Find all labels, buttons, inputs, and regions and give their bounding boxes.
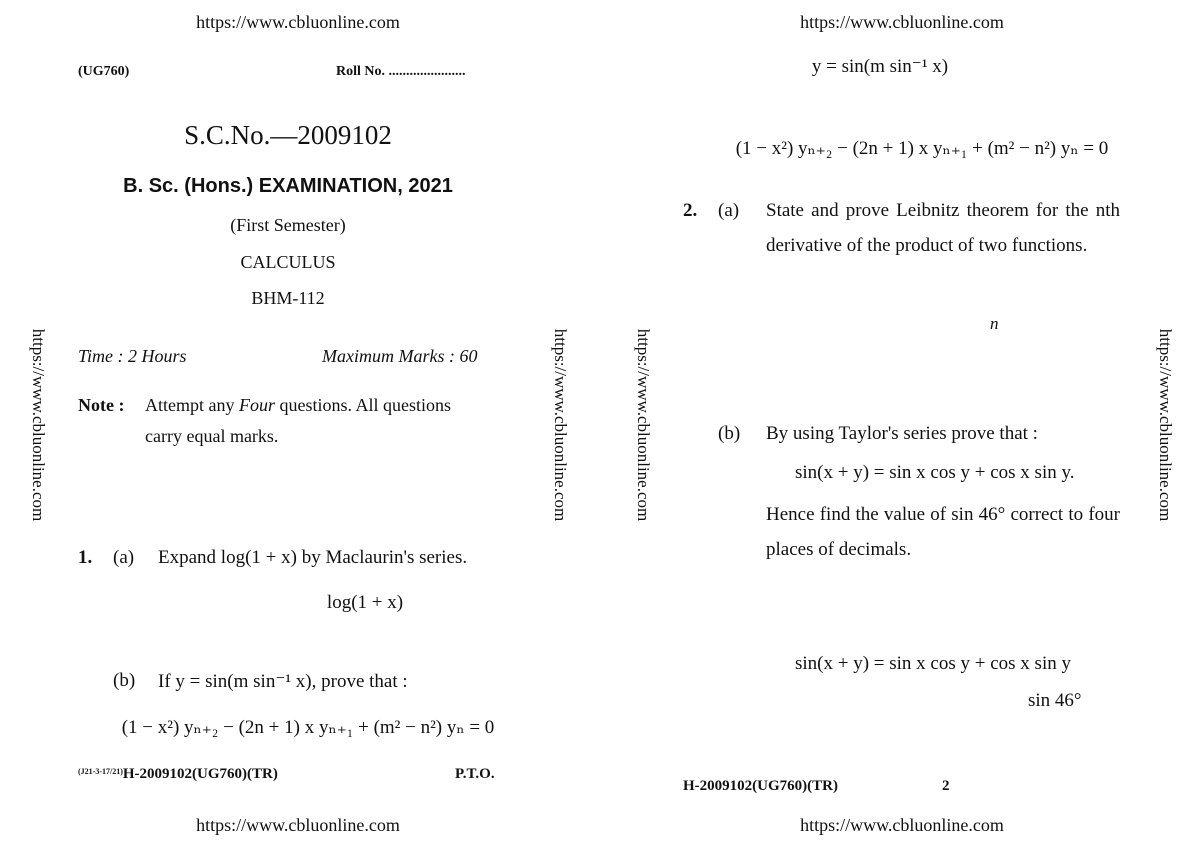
recurrence-formula: (1 − x²) yₙ₊₂ − (2n + 1) x yₙ₊₁ + (m² − n²) yₙ = 0 [735,138,1109,159]
q2b-text: By using Taylor's series prove that : [766,423,1038,444]
q1a-formula: log(1 + x) [326,592,404,613]
course-code: BHM-112 [251,288,325,308]
sc-number: S.C.No.—2009102 [184,120,392,150]
q1a-label: (a) [113,547,135,568]
q2b-label: (b) [718,423,741,444]
semester: (First Semester) [230,215,346,235]
side-url-center-right: https://www.cbluonline.com [634,328,653,522]
footer-url-right: https://www.cbluonline.com [800,815,1004,835]
top-formula: y = sin(m sin⁻¹ x) [811,56,949,77]
q1b-label: (b) [113,670,136,691]
note-line-1: Attempt any Four questions. All questions [145,395,451,415]
q1b-formula: (1 − x²) yₙ₊₂ − (2n + 1) x yₙ₊₁ + (m² − n²) yₙ = 0 [121,717,495,738]
q2b-hence: Hence find the value of sin 46° correct to four places of decimals. [766,504,1120,560]
paper-code: (UG760) [78,64,130,79]
side-url-center-left: https://www.cbluonline.com [551,328,570,522]
roll-no-label: Roll No. ...................... [336,64,466,79]
exam-title: B. Sc. (Hons.) EXAMINATION, 2021 [123,175,453,197]
side-url-far-left: https://www.cbluonline.com [29,328,48,522]
page-number: 2 [942,778,950,794]
q2b-formula: sin(x + y) = sin x cos y + cos x sin y. [795,462,1075,483]
q2a-extra: n [990,314,999,333]
q1-number: 1. [78,547,93,568]
note-line-2: carry equal marks. [145,426,279,446]
side-url-far-right: https://www.cbluonline.com [1156,328,1175,522]
q2a-label: (a) [718,200,740,221]
right-footer-code: H-2009102(UG760)(TR) [683,778,838,794]
subject: CALCULUS [240,252,336,272]
q2a-text: State and prove Leibnitz theorem for the nth derivative of the product of two functions. [766,200,1120,256]
header-url-left: https://www.cbluonline.com [196,12,400,32]
repeat-value: sin 46° [1028,690,1082,711]
pto-marker: P.T.O. [455,766,495,782]
q2-number: 2. [683,200,698,221]
note-label: Note : [78,395,125,415]
q1a-text: Expand log(1 + x) by Maclaurin's series. [158,547,468,568]
q1b-text: If y = sin(m sin⁻¹ x), prove that : [158,671,408,692]
repeat-formula: sin(x + y) = sin x cos y + cos x sin y [795,653,1071,674]
footer-url-left: https://www.cbluonline.com [196,815,400,835]
time-allowed: Time : 2 Hours [78,346,187,366]
maximum-marks: Maximum Marks : 60 [322,346,478,366]
left-footer-code: $^{(J21-3-17/21)}$H-2009102(UG760)(TR) [78,766,278,782]
header-url-right: https://www.cbluonline.com [800,12,1004,32]
